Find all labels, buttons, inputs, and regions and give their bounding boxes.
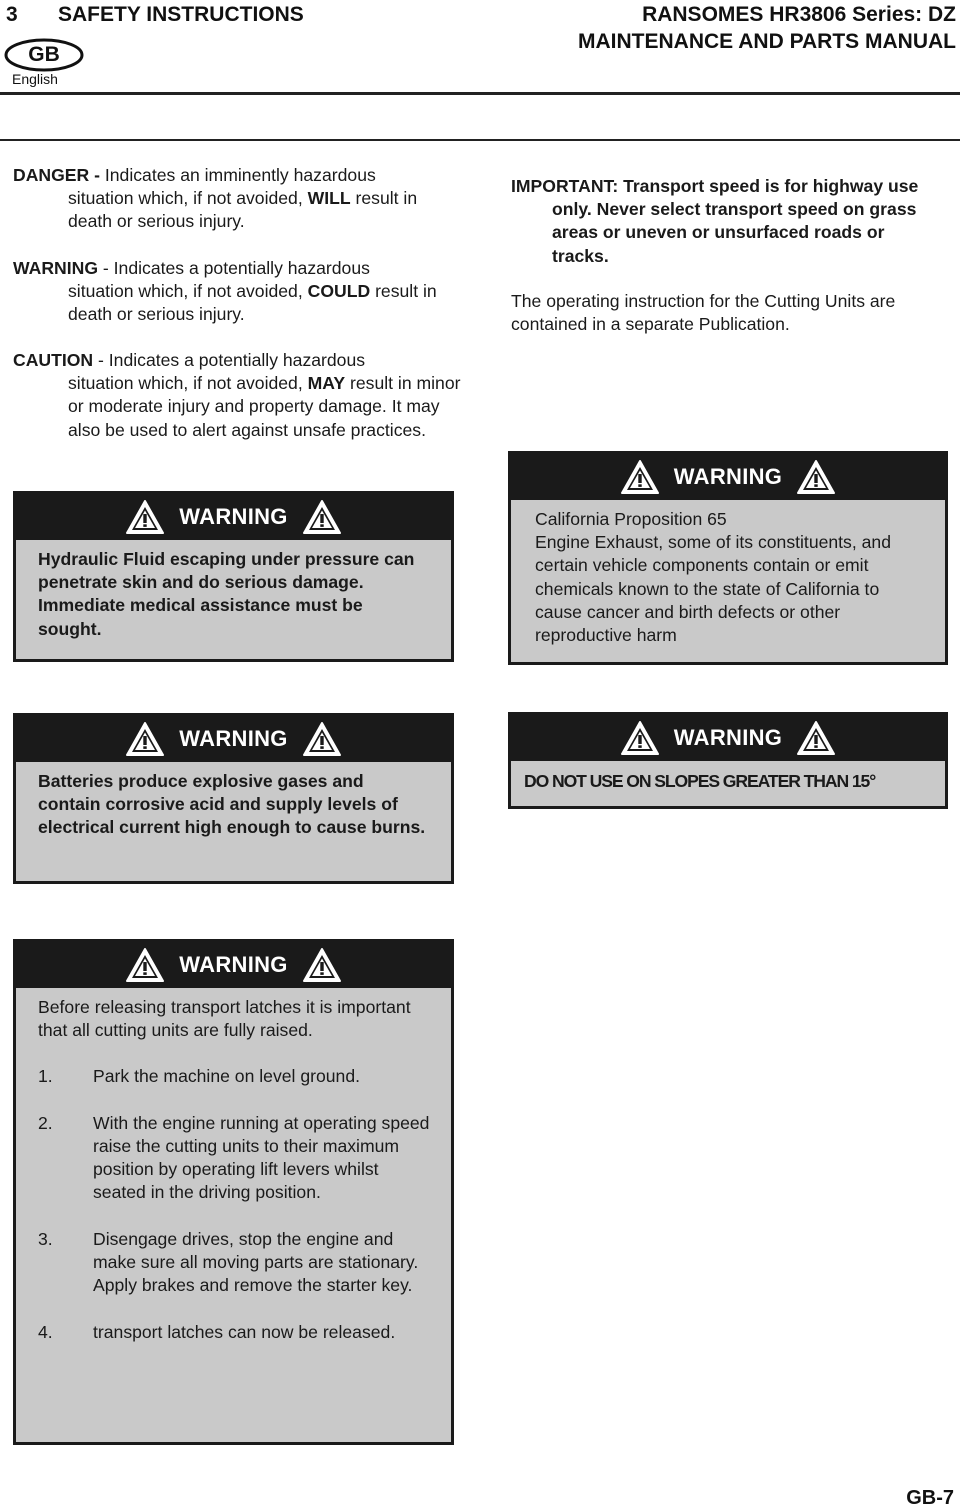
list-item xyxy=(38,1065,431,1088)
step-text: Disengage drives, stop the engine and make sure all moving parts are stationary. Apply brakes and remove the starter key. xyxy=(93,1228,419,1296)
caution-definition: CAUTION - Indicates a potentially hazardous situation which, if not avoided, MAY result in minor or moderate injury and property damage. It may also be used to alert against unsafe practices. xyxy=(13,350,461,440)
california-title: California Proposition 65 xyxy=(535,509,727,529)
warning-triangle-icon xyxy=(302,721,342,757)
warning-triangle-icon xyxy=(125,499,165,535)
california-body: Engine Exhaust, some of its constituents, and certain vehicle components contain or emit chemicals known to the state of California to cause cancer and birth defects or other reproductive harm xyxy=(535,532,891,646)
list-item xyxy=(38,1112,431,1205)
could-keyword: COULD xyxy=(307,281,371,302)
hydraulic-warning-text: Hydraulic Fluid escaping under pressure can penetrate skin and do serious damage. Immediate medical assistance must be sought. xyxy=(38,549,415,639)
warning-definition: WARNING - Indicates a potentially hazardous situation which, if not avoided, COULD result in death or serious injury. xyxy=(13,258,437,325)
gb-logo xyxy=(4,38,84,72)
step-number: 4. xyxy=(38,1321,53,1342)
warning-box-hydraulic xyxy=(13,491,454,662)
will-keyword: WILL xyxy=(307,188,351,209)
warning-box-slopes xyxy=(508,712,948,809)
warning-header xyxy=(16,494,451,540)
warning-header xyxy=(511,454,945,500)
warning-triangle-icon xyxy=(620,459,660,495)
section-title: SAFETY INSTRUCTIONS xyxy=(58,3,304,26)
warning-triangle-icon xyxy=(302,947,342,983)
page-number: GB-7 xyxy=(906,1487,954,1509)
warning-triangle-icon xyxy=(302,499,342,535)
warning-header xyxy=(511,715,945,761)
warning-term: WARNING xyxy=(13,258,99,278)
list-item xyxy=(38,1228,431,1298)
step-number: 2. xyxy=(38,1112,53,1133)
warning-triangle-icon xyxy=(796,459,836,495)
header-rule xyxy=(0,92,960,95)
header-rule-thin xyxy=(0,139,960,141)
warning-title: WARNING xyxy=(673,464,783,489)
warning-title: WARNING xyxy=(179,726,288,751)
warning-triangle-icon xyxy=(796,720,836,756)
warning-box-latches xyxy=(13,939,454,1445)
may-keyword: MAY xyxy=(307,373,346,394)
gb-logo-text: GB xyxy=(28,43,60,66)
manual-title-line1: RANSOMES HR3806 Series: DZ xyxy=(642,3,956,26)
step-text: Park the machine on level ground. xyxy=(93,1066,360,1087)
latches-warning-text xyxy=(16,988,451,1344)
warning-title: WARNING xyxy=(179,504,288,529)
slopes-warning-text: DO NOT USE ON SLOPES GREATER THAN 15° xyxy=(524,771,876,791)
step-number: 3. xyxy=(38,1228,53,1249)
latches-intro: Before releasing transport latches it is important that all cutting units are fully raised. xyxy=(38,997,411,1041)
important-note: IMPORTANT: Transport speed is for highway use only. Never select transport speed on grass areas or uneven or unsurfaced roads or tracks. xyxy=(511,176,919,266)
step-number: 1. xyxy=(38,1066,53,1087)
latches-steps xyxy=(38,1065,431,1343)
step-text: With the engine running at operating speed raise the cutting units to their maximum position by operating lift levers whilst seated in the driving position. xyxy=(93,1112,430,1203)
california-warning-text xyxy=(511,500,945,647)
warning-box-california xyxy=(508,451,948,665)
warning-triangle-icon xyxy=(620,720,660,756)
warning-triangle-icon xyxy=(125,947,165,983)
danger-term: DANGER - xyxy=(13,165,100,185)
step-text: transport latches can now be released. xyxy=(93,1321,396,1342)
warning-title: WARNING xyxy=(673,725,783,750)
warning-triangle-icon xyxy=(125,721,165,757)
manual-title-line2: MAINTENANCE AND PARTS MANUAL xyxy=(578,30,956,53)
danger-definition: DANGER - Indicates an imminently hazardous situation which, if not avoided, WILL result in death or serious injury. xyxy=(13,165,418,232)
list-item xyxy=(38,1321,431,1344)
warning-header xyxy=(16,716,451,762)
warning-header xyxy=(16,942,451,988)
batteries-warning-text: Batteries produce explosive gases and contain corrosive acid and supply levels of electrical current high enough to cause burns. xyxy=(38,771,426,838)
language-label: English xyxy=(12,71,58,87)
caution-term: CAUTION xyxy=(13,350,94,370)
cutting-units-note: The operating instruction for the Cutting Units are contained in a separate Publication. xyxy=(511,291,896,335)
warning-title: WARNING xyxy=(179,952,288,977)
section-number: 3 xyxy=(6,3,18,26)
warning-box-batteries xyxy=(13,713,454,884)
